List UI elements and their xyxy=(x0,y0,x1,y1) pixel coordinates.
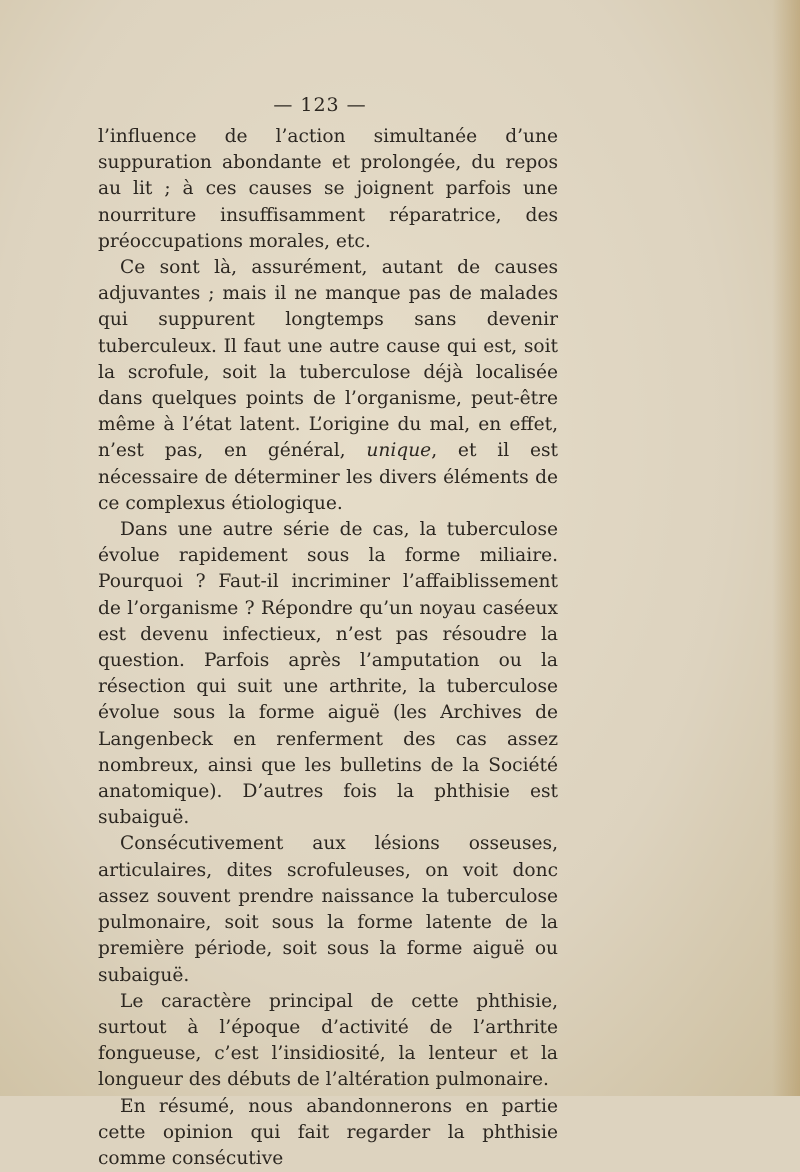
paragraph-text: l’influence de l’action simultanée d’une suppuration abondante et prolongée, du repos au lit ; à ces causes se joignent parfois une nourriture insuffisamment réparatrice, des préoccupations morales, etc. xyxy=(98,126,558,252)
paragraph-text: Le caractère principal de cette phthisie, surtout à l’époque d’activité de l’arthrite fongueuse, c’est l’insidiosité, la lenteur et la longueur des débuts de l’altération pulmonaire. xyxy=(98,990,558,1091)
paragraph-5 xyxy=(98,989,558,1094)
paragraph-4 xyxy=(98,831,558,988)
paragraph-text: Dans une autre série de cas, la tuberculose évolue rapidement sous la forme miliaire. Pourquoi ? Faut-il incriminer l’affaiblissement de l’organisme ? Répondre qu’un noyau caséeux est devenu infectieux, n’est pas résoudre la question. Parfois après l’amputation ou la résection qui suit une arthrite, la tuberculose évolue sous la forme aiguë (les Archives de Langenbeck en renferment des cas assez nombreux, ainsi que les bulletins de la Société anatomique). D’autres fois la phthisie est subaiguë. xyxy=(98,519,558,829)
paragraph-text: , et il est nécessaire de déterminer les divers éléments de ce complexus étiologique. xyxy=(98,440,558,514)
paragraph-6 xyxy=(98,1094,558,1172)
paragraph-text: Consécutivement aux lésions osseuses, articulaires, dites scrofuleuses, on voit donc assez souvent prendre naissance la tuberculose pulmonaire, soit sous la forme latente de la première période, soit sous la forme aiguë ou subaiguë. xyxy=(98,833,558,986)
paragraph-text: Ce sont là, assurément, autant de causes adjuvantes ; mais il ne manque pas de malades qui suppurent longtemps sans devenir tuberculeux. Il faut une autre cause qui est, soit la scrofule, soit la tuberculose déjà localisée dans quelques points de l’organisme, peut-être même à l’état latent. L’origine du mal, en effet, n’est pas, en général, xyxy=(98,257,558,462)
paragraph-3 xyxy=(98,517,558,831)
page-edge-shadow xyxy=(772,0,800,1096)
paragraph-text: En résumé, nous abandonnerons en partie cette opinion qui fait regarder la phthisie comme consécutive xyxy=(98,1095,558,1169)
italic-word: unique xyxy=(366,440,432,462)
page-number: — 123 — xyxy=(273,94,367,116)
body-text xyxy=(98,124,558,1172)
paragraph-1 xyxy=(98,124,558,255)
paragraph-2 xyxy=(98,255,558,517)
